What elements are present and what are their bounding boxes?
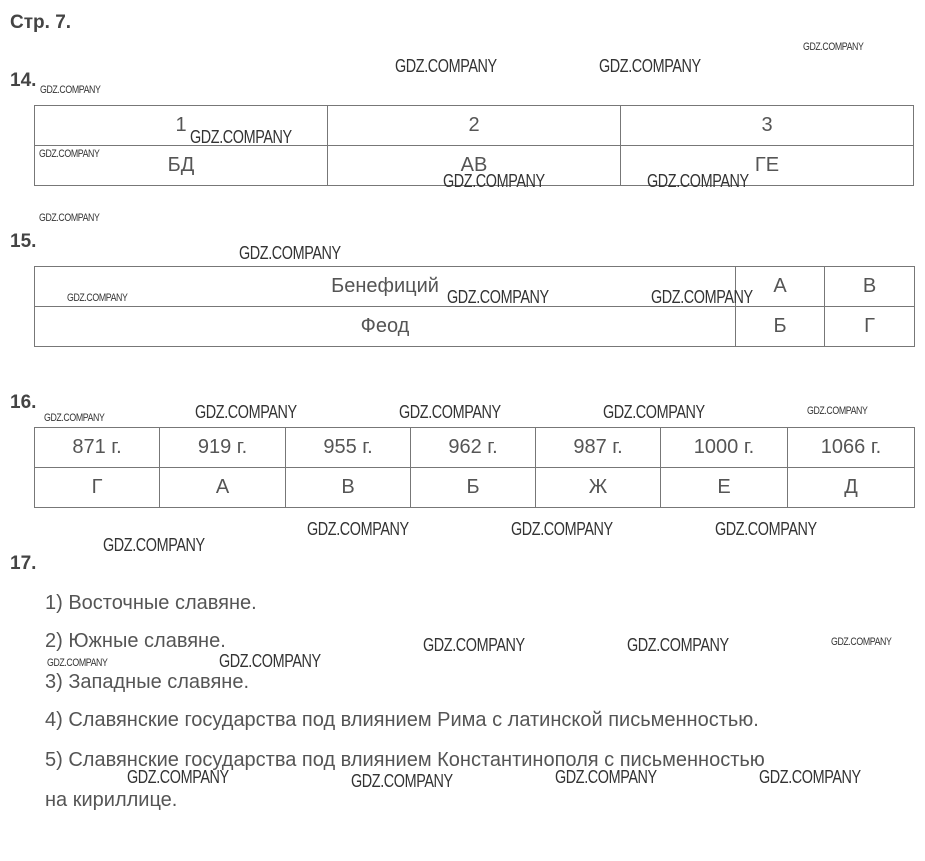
watermark: GDZ.COMPANY: [599, 56, 701, 76]
watermark: GDZ.COMPANY: [399, 402, 501, 422]
watermark: GDZ.COMPANY: [395, 56, 497, 76]
table-row: [35, 307, 915, 347]
list-item: 2) Южные славяне.: [45, 630, 226, 652]
list-item: 4) Славянские государства под влиянием Рима с латинской письменностью.: [45, 709, 759, 731]
watermark: GDZ.COMPANY: [423, 635, 525, 655]
page-title: Стр. 7.: [10, 12, 72, 33]
task-16-table: [34, 427, 915, 508]
table-cell: Г: [825, 307, 915, 347]
watermark: GDZ.COMPANY: [67, 292, 128, 304]
table-row: [35, 106, 914, 146]
table-cell: А: [160, 468, 286, 508]
watermark: GDZ.COMPANY: [831, 636, 892, 648]
list-item: на кириллице.: [45, 789, 178, 811]
watermark: GDZ.COMPANY: [803, 41, 864, 53]
table-row: [35, 428, 915, 468]
table-cell: БД: [35, 146, 328, 186]
table-cell: 2: [328, 106, 621, 146]
watermark: GDZ.COMPANY: [219, 651, 321, 671]
table-cell: Е: [661, 468, 788, 508]
task-14-number: 14.: [10, 70, 37, 91]
watermark: GDZ.COMPANY: [807, 405, 868, 417]
table-cell: Б: [736, 307, 825, 347]
table-cell: Ж: [536, 468, 661, 508]
table-cell: 955 г.: [286, 428, 411, 468]
watermark: GDZ.COMPANY: [555, 767, 657, 787]
table-cell: Д: [788, 468, 915, 508]
watermark: GDZ.COMPANY: [195, 402, 297, 422]
watermark: GDZ.COMPANY: [351, 771, 453, 791]
table-cell: 987 г.: [536, 428, 661, 468]
table-cell: 871 г.: [35, 428, 160, 468]
watermark: GDZ.COMPANY: [627, 635, 729, 655]
table-cell: 1: [35, 106, 328, 146]
watermark: GDZ.COMPANY: [651, 287, 753, 307]
watermark: GDZ.COMPANY: [511, 519, 613, 539]
table-row: [35, 468, 915, 508]
watermark: GDZ.COMPANY: [127, 767, 229, 787]
table-cell: Феод: [35, 307, 736, 347]
table-cell: Бенефиций: [35, 267, 736, 307]
watermark: GDZ.COMPANY: [759, 767, 861, 787]
task-16-number: 16.: [10, 392, 37, 413]
watermark: GDZ.COMPANY: [715, 519, 817, 539]
task-17-number: 17.: [10, 553, 37, 574]
list-item: 1) Восточные славяне.: [45, 592, 257, 614]
table-cell: 1000 г.: [661, 428, 788, 468]
table-cell: В: [825, 267, 915, 307]
watermark: GDZ.COMPANY: [44, 412, 105, 424]
task-15-number: 15.: [10, 231, 37, 252]
table-cell: 1066 г.: [788, 428, 915, 468]
watermark: GDZ.COMPANY: [603, 402, 705, 422]
watermark: GDZ.COMPANY: [190, 127, 292, 147]
list-item: 5) Славянские государства под влиянием Константинополя с письменностью: [45, 749, 765, 771]
watermark: GDZ.COMPANY: [39, 212, 100, 224]
table-cell: А: [736, 267, 825, 307]
table-cell: ГЕ: [621, 146, 914, 186]
watermark: GDZ.COMPANY: [39, 148, 100, 160]
table-cell: Г: [35, 468, 160, 508]
table-cell: 3: [621, 106, 914, 146]
watermark: GDZ.COMPANY: [47, 657, 108, 669]
watermark: GDZ.COMPANY: [307, 519, 409, 539]
table-cell: В: [286, 468, 411, 508]
list-item: 3) Западные славяне.: [45, 671, 250, 693]
watermark: GDZ.COMPANY: [647, 171, 749, 191]
table-cell: 962 г.: [411, 428, 536, 468]
watermark: GDZ.COMPANY: [443, 171, 545, 191]
watermark: GDZ.COMPANY: [447, 287, 549, 307]
watermark: GDZ.COMPANY: [103, 535, 205, 555]
table-cell: АВ: [328, 146, 621, 186]
table-cell: 919 г.: [160, 428, 286, 468]
watermark: GDZ.COMPANY: [40, 84, 101, 96]
watermark: GDZ.COMPANY: [239, 243, 341, 263]
table-cell: Б: [411, 468, 536, 508]
